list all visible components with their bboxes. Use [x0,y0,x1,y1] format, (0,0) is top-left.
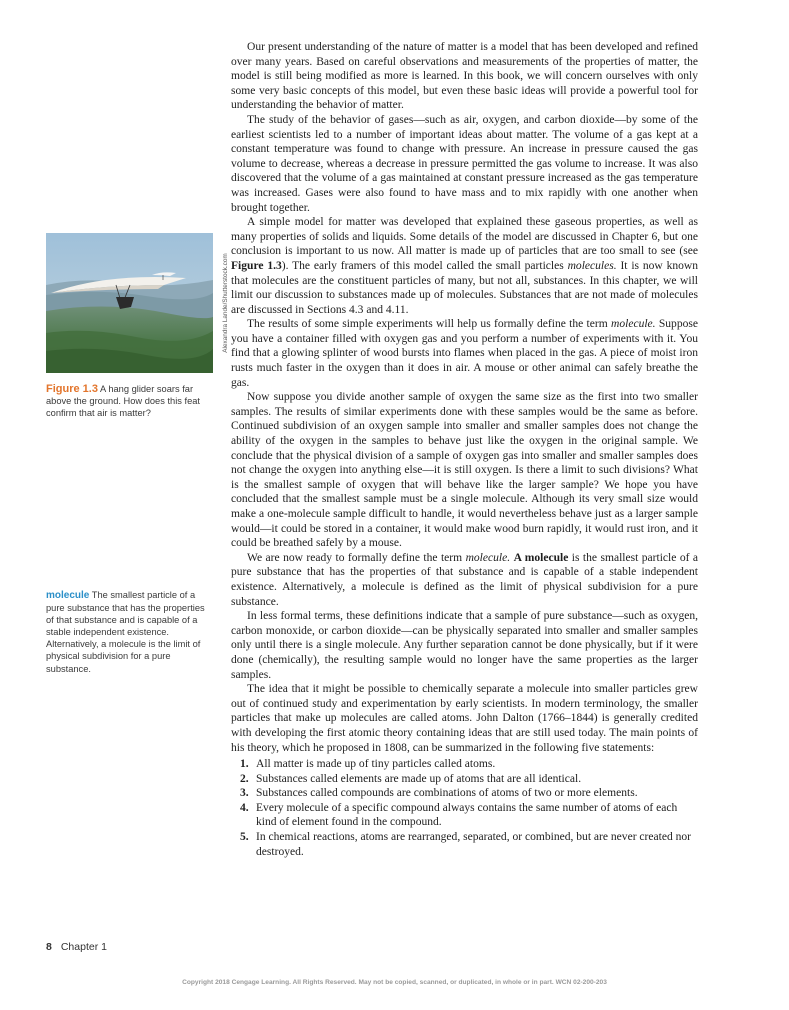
photo-credit-text: Alexandra Lande/Shutterstock.com [222,253,229,353]
paragraph-2: The study of the behavior of gases—such as air, oxygen, and carbon dioxide—by some of the earliest scientists led to a number of important ideas about matter. The volume of a gas kept at a constant temperature was found to change with pressure. An increase in pressure caused the gas volume to decrease, whereas a decrease in pressure permitted the gas volume to increase. It was also discovered that the volume of a gas maintained at constant pressure increased as the gas temperature was increased. Gases were also found to have mass and to mix rapidly with one another when brought together. [231,113,698,214]
list-item: 2. Substances called elements are made up of atoms that are all identical. [240,772,582,785]
page-folio [46,941,107,953]
list-item: 1. All matter is made up of tiny particles called atoms. [240,758,496,771]
photo-credit [213,233,229,373]
list-item: 3. Substances called compounds are combinations of atoms of two or more elements. [240,787,638,800]
main-text-column [231,40,698,859]
paragraph-1: Our present understanding of the nature of matter is a model that has been developed and refined over many years. Based on careful observations and measurements of the properties of matter, the model is still being modified as more is learned. In this book, we will concern ourselves with only some very basic concepts of this model, but even these basic ideas will provide a powerful tool for understanding the behavior of matter. [231,41,698,112]
hang-glider-photo [46,233,213,373]
glossary-definition [46,589,214,675]
page-number: 8 [46,941,52,953]
paragraph-4: The results of some simple experiments will help us formally define the term molecule. Suppose you have a container filled with oxygen gas and you perform a number of experiments with it. You find that a glowing splinter of wood bursts into flames when placed in the gas. A piece of moist iron rusts much faster in the oxygen than it does in air. A mouse or other animal can safely breathe the gas. [231,318,698,389]
paragraph-6: We are now ready to formally define the term molecule. A molecule is the smallest particle of a pure substance that has the properties of that substance and is capable of a stable independent existence. Alternatively, a molecule is defined as the limit of physical subdivision for a pure substance. [231,551,699,608]
paragraph-3: A simple model for matter was developed that explained these gaseous properties, as well as many properties of solids and liquids. Some details of the model are discussed in Chapter 6, but one conclusion is important to us now. All matter is made up of particles that are too small to see (see Figure 1.3). The early framers of this model called the small particles molecules. It is now known that molecules are the constituent particles of many, but not all, substances. In this chapter, we will limit our discussion to substances made up of molecules. Substances that are not made of molecules are discussed in Sections 4.3 and 4.11. [231,216,698,316]
figure-label: Figure 1.3 [46,383,98,395]
italic-term: molecule. [465,551,511,564]
figure-caption-text: A hang glider soars far above the ground. How does this feat confirm that air is matter? [46,384,201,419]
copyright-notice: Copyright 2018 Cengage Learning. All Rights Reserved. May not be copied, scanned, or duplicated, in whole or in part. WCN 02-200-203 [182,979,607,986]
figure-reference: Figure 1.3 [231,259,282,272]
glossary-text: The smallest particle of a pure substance that has the properties of that substance and is capable of a stable independent existence. Alternatively, a molecule is the limit of physical subdivision for a pure substance. [46,590,205,674]
italic-term: molecules. [567,259,617,272]
hang-glider-image [46,233,213,373]
italic-term: molecule. [611,318,656,331]
paragraph-5: Now suppose you divide another sample of oxygen the same size as the first into two smaller samples. The results of similar experiments done with these samples would be the same as before. Continued subdivision of an oxygen sample into smaller and smaller samples does not change the ability of the oxygen in the samples to behave just like the oxygen in the original sample. We conclude that the physical division of a sample of oxygen gas into smaller and smaller samples does not change the oxygen into anything else—it is still oxygen. Is there a limit to such divisions? What is the smallest sample of oxygen that will behave like the larger sample? We hope you have concluded that the smallest sample must be a single molecule. Although its very small size would make a one-molecule sample difficult to handle, it would nevertheless behave just as a larger sample would—it could be stored in a container, it would make wood burn rapidly, it would rust iron, and it could be breathed safely by a mouse. [231,391,698,550]
chapter-label: Chapter 1 [60,941,107,953]
figure-caption [46,383,214,419]
glossary-term: molecule [46,590,90,601]
dalton-theory-list [231,757,698,859]
paragraph-7: In less formal terms, these definitions indicate that a sample of pure substance—such as oxygen, carbon monoxide, or carbon dioxide—can be physically separated into smaller and smaller samples only until there is a single molecule. Any further separation cannot be done physically, but if it were done (chemically), the resulting sample would no longer have the same properties as the larger samples. [231,610,698,681]
list-item: 4. Every molecule of a specific compound always contains the same number of atoms of each kind of element found in the compound. [240,801,678,829]
bold-key-term: A molecule [513,551,569,564]
list-item: 5. In chemical reactions, atoms are rearranged, separated, or combined, but are never created nor destroyed. [240,831,692,858]
paragraph-8: The idea that it might be possible to chemically separate a molecule into smaller particles grew out of continued study and experimentation by early scientists. In modern terminology, the smaller particles that make up molecules are called atoms. John Dalton (1766–1844) is generally credited with developing the first atomic theory containing ideas that are still used today. The main points of his theory, which he proposed in 1808, can be summarized in the following five statements: [231,683,698,754]
